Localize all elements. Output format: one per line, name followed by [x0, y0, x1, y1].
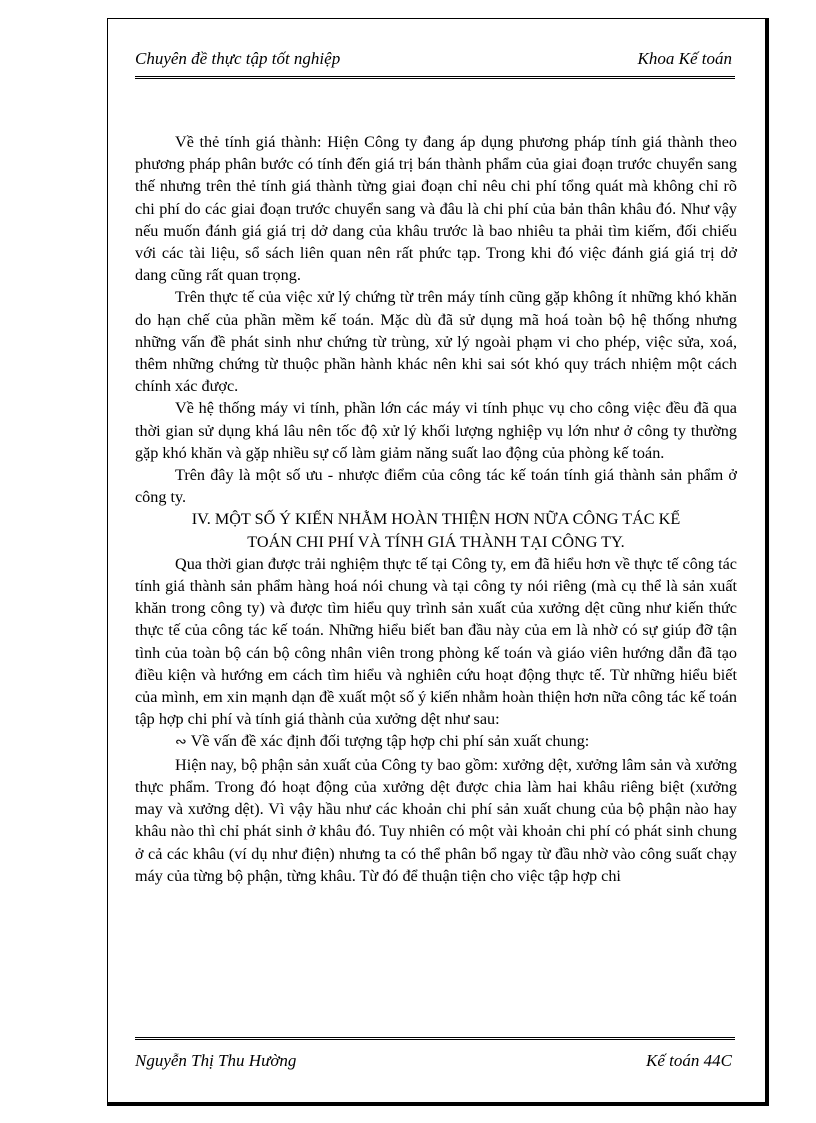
paragraph-summary: Trên đây là một số ưu - nhược điểm của công tác kế toán tính giá thành sản phẩm ở công ty. — [135, 466, 737, 507]
footer-author: Nguyễn Thị Thu Hường — [135, 1051, 297, 1070]
header-document-title: Chuyên đề thực tập tốt nghiệp — [135, 49, 341, 68]
section-heading-line-1: IV. MỘT SỐ Ý KIẾN NHẰM HOÀN THIỆN HƠN NỮA CÔNG TÁC KẾ — [191, 510, 681, 529]
paragraph-cost-card: Về thẻ tính giá thành: Hiện Công ty đang áp dụng phương pháp tính giá thành theo phương pháp phân bước có tính đến giá trị bán thành phẩm của giai đoạn trước chuyển sang thế nhưng trên thẻ tính giá thành từng giai đoạn chỉ nêu chi phí tổng quát mà không chỉ rõ chi phí do các giai đoạn trước chuyển sang và đâu là chi phí của bản thân khâu đó. Như vậy nếu muốn đánh giá giá trị dở dang của khâu trước là bao nhiêu ta phải tìm kiếm, đối chiếu với các tài liệu, sổ sách liên quan nên rất phức tạp. Trong khi đó việc đánh giá giá trị dở dang cũng rất quan trọng. — [135, 133, 737, 285]
section-heading-line-2: TOÁN CHI PHÍ VÀ TÍNH GIÁ THÀNH TẠI CÔNG TY. — [247, 532, 625, 551]
bullet-item-text: Về vấn đề xác định đối tượng tập hợp chi phí sản xuất chung: — [190, 732, 590, 751]
paragraph-document-processing: Trên thực tế của việc xử lý chứng từ trên máy tính cũng gặp không ít những khó khăn do hạn chế của phần mềm kế toán. Mặc dù đã sử dụng mã hoá toàn bộ hệ thống nhưng những vấn đề phát sinh như chứng từ trùng, xử lý ngoài phạm vi cho phép, việc sửa, xoá, thêm những chứng từ thuộc phần hành khác nên khi sai sót khó quy trách nhiệm một cách chính xác được. — [135, 288, 737, 396]
footer-class: Kế toán 44C — [646, 1051, 732, 1070]
header-department: Khoa Kế toán — [637, 49, 732, 68]
paragraph-production-departments: Hiện nay, bộ phận sản xuất của Công ty bao gồm: xưởng dệt, xưởng lâm sản và xưởng thực phẩm. Trong đó hoạt động của xưởng dệt được chia làm hai khâu riêng biệt (xưởng may và xưởng dệt). Vì vậy hầu như các khoản chi phí sản xuất chung của bộ phận nào hay khâu nào thì chỉ phát sinh ở khâu đó. Tuy nhiên có một vài khoản chi phí có phát sinh chung ở cả các khâu (ví dụ như điện) nhưng ta có thể phân bổ ngay từ đầu nhờ vào công suất chạy máy của từng bộ phận, từng khâu. Từ đó để thuận tiện cho việc tập hợp chi — [135, 755, 737, 885]
paragraph-introduction: Qua thời gian được trải nghiệm thực tế tại Công ty, em đã hiểu hơn về thực tế công tác tính giá thành sản phẩm hàng hoá nói chung và tại công ty nói riêng (mà cụ thể là sản xuất khăn trong công ty) và được tìm hiểu quy trình sản xuất của xưởng dệt cũng như kiến thức thực tế của công tác kế toán. Những hiểu biết ban đầu này của em là nhờ có sự giúp đỡ tận tình của toàn bộ cán bộ công nhân viên trong phòng kế toán và giáo viên hướng dẫn đã tạo điều kiện và hướng em cách tìm hiểu và nghiên cứu hoạt động thực tế. Từ những hiểu biết của mình, em xin mạnh dạn đề xuất một số ý kiến nhằm hoàn thiện hơn nữa công tác kế toán tập hợp chi phí và tính giá thành của xưởng dệt như sau: — [135, 554, 737, 729]
running-footer — [135, 1037, 735, 1084]
paragraph-computer-system: Về hệ thống máy vi tính, phần lớn các máy vi tính phục vụ cho công việc đều đã qua thời gian sử dụng khá lâu nên tốc độ xử lý khối lượng nghiệp vụ lớn như ở công ty thường gặp khó khăn và gặp nhiều sự cố làm giảm năng suất lao động của phòng kế toán. — [135, 399, 737, 462]
running-header — [135, 46, 735, 79]
section-heading — [135, 508, 737, 552]
bullet-item — [135, 730, 737, 753]
document-body — [135, 131, 737, 887]
bullet-symbol-icon: ∾ — [175, 734, 187, 751]
